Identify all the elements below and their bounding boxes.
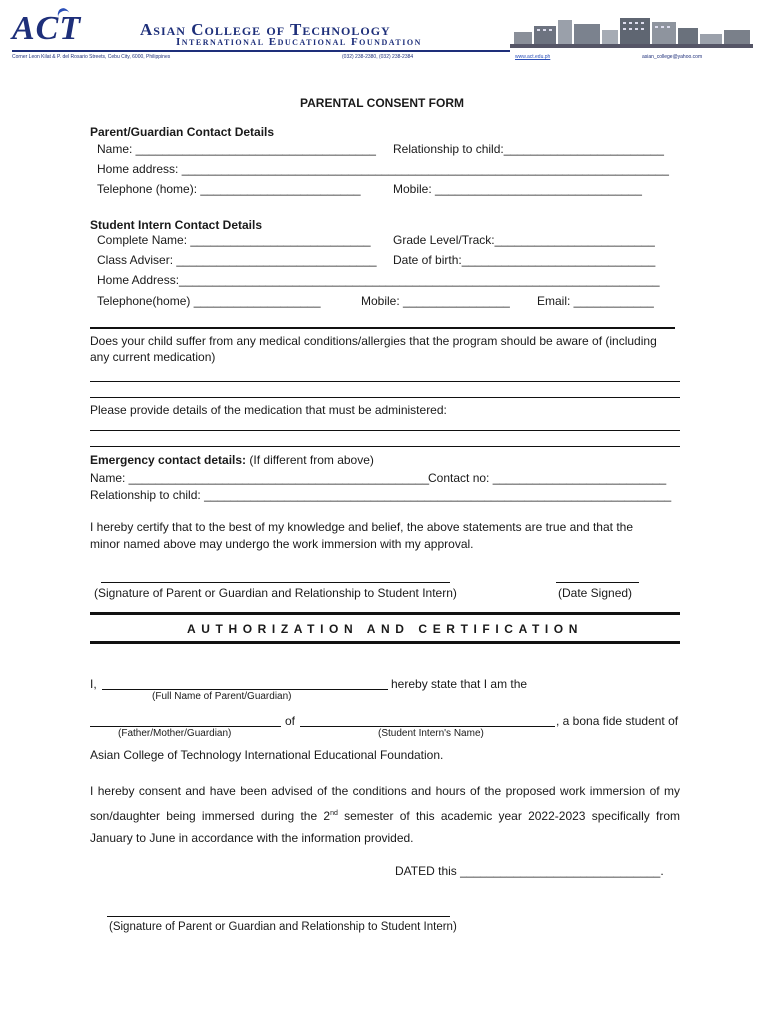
full-name-caption: (Full Name of Parent/Guardian) [152,691,292,702]
parent-section-heading: Parent/Guardian Contact Details [90,125,275,139]
final-signature-caption: (Signature of Parent or Guardian and Relationship to Student Intern) [109,921,457,933]
medication-answer-line[interactable] [90,430,680,431]
college-name: Asian College of Technology [140,20,391,39]
student-mobile-field[interactable]: Mobile: ________________ [361,294,510,308]
header-address: Corner Leon Kilat & P. del Rosario Streets, Cebu City, 6000, Philippines [12,54,171,60]
parent-full-name-line[interactable] [102,689,388,690]
parent-mobile-field[interactable]: Mobile: _______________________________ [393,182,642,196]
header-email: asian_college@yahoo.com [642,54,703,60]
student-section-heading: Student Intern Contact Details [90,218,263,232]
parent-relationship-field[interactable]: Relationship to child:________________________ [393,142,664,156]
final-signature-line[interactable] [107,916,450,917]
relation-caption: (Father/Mother/Guardian) [118,728,232,739]
parent-telephone-field[interactable]: Telephone (home): ________________________ [97,182,361,196]
dated-field[interactable]: DATED this ______________________________. [395,864,664,878]
authorization-bottom-bar [90,641,680,644]
medical-question-line1: Does your child suffer from any medical conditions/allergies that the program should be aware of (including [90,334,657,348]
consent-text-part2: semester of this academic year 2022-2023 specifically from January to June in accordance with the information provided. [90,808,680,845]
act-logo: ACT [12,10,82,47]
parent-home-address-field[interactable]: Home address: _________________________________________________________________________ [97,162,669,176]
consent-text-part1: I hereby consent and have been advised of the conditions and hours of the proposed work immersion of my son/daughter being immersed during the 2 [90,784,680,823]
authorization-title: AUTHORIZATION AND CERTIFICATION [186,622,584,636]
date-signed-caption: (Date Signed) [558,586,633,600]
auth-line2-suffix: , a bona fide student of [556,714,679,728]
emergency-heading-label: Emergency contact details: [90,453,247,467]
signature-line[interactable] [101,582,450,583]
medical-question-line2: any current medication) [90,350,216,364]
emergency-name-field[interactable]: Name: _____________________________________________ [90,471,429,485]
form-title: PARENTAL CONSENT FORM [300,96,464,110]
emergency-relationship-field[interactable]: Relationship to child: ______________________________________________________________________ [90,488,672,502]
emergency-contact-field[interactable]: Contact no: __________________________ [428,471,667,485]
student-grade-level-field[interactable]: Grade Level/Track:________________________ [393,233,655,247]
student-email-field[interactable]: Email: ____________ [537,294,654,308]
date-signed-line[interactable] [556,582,639,583]
medical-answer-line[interactable] [90,397,680,398]
emergency-heading [90,453,374,467]
parent-name-field[interactable]: Name: ____________________________________ [97,142,376,156]
student-name-line[interactable] [300,726,555,727]
student-class-adviser-field[interactable]: Class Adviser: ______________________________ [97,253,377,267]
student-date-of-birth-field[interactable]: Date of birth:_____________________________ [393,253,656,267]
auth-line1-prefix: I, [90,677,97,691]
institution-line: Asian College of Technology International Educational Foundation. [90,748,444,762]
medication-prompt: Please provide details of the medication that must be administered: [90,403,447,417]
student-telephone-field[interactable]: Telephone(home) ___________________ [97,294,321,308]
relation-line[interactable] [90,726,281,727]
student-caption: (Student Intern's Name) [378,728,484,739]
consent-superscript: nd [330,809,338,817]
header-rule [12,50,510,52]
certify-line1: I hereby certify that to the best of my knowledge and belief, the above statements are true and that the [90,520,633,534]
auth-of-label: of [285,714,296,728]
section-divider [90,327,675,329]
student-home-address-field[interactable]: Home Address:________________________________________________________________________ [97,273,660,287]
signature-caption: (Signature of Parent or Guardian and Relationship to Student Intern) [94,586,457,600]
certify-line2: minor named above may undergo the work immersion with my approval. [90,537,474,551]
auth-line1-suffix: hereby state that I am the [391,677,528,691]
student-complete-name-field[interactable]: Complete Name: ___________________________ [97,233,371,247]
medical-answer-line[interactable] [90,381,680,382]
emergency-heading-note: (If different from above) [246,453,374,467]
header-phone: (032) 238-2380, (032) 238-2384 [342,54,414,60]
campus-buildings-image [510,14,753,48]
authorization-top-bar [90,612,680,615]
consent-paragraph [90,780,680,850]
college-subname: International Educational Foundation [176,36,422,48]
header-website[interactable]: www.act.edu.ph [515,54,551,60]
medication-answer-line[interactable] [90,446,680,447]
